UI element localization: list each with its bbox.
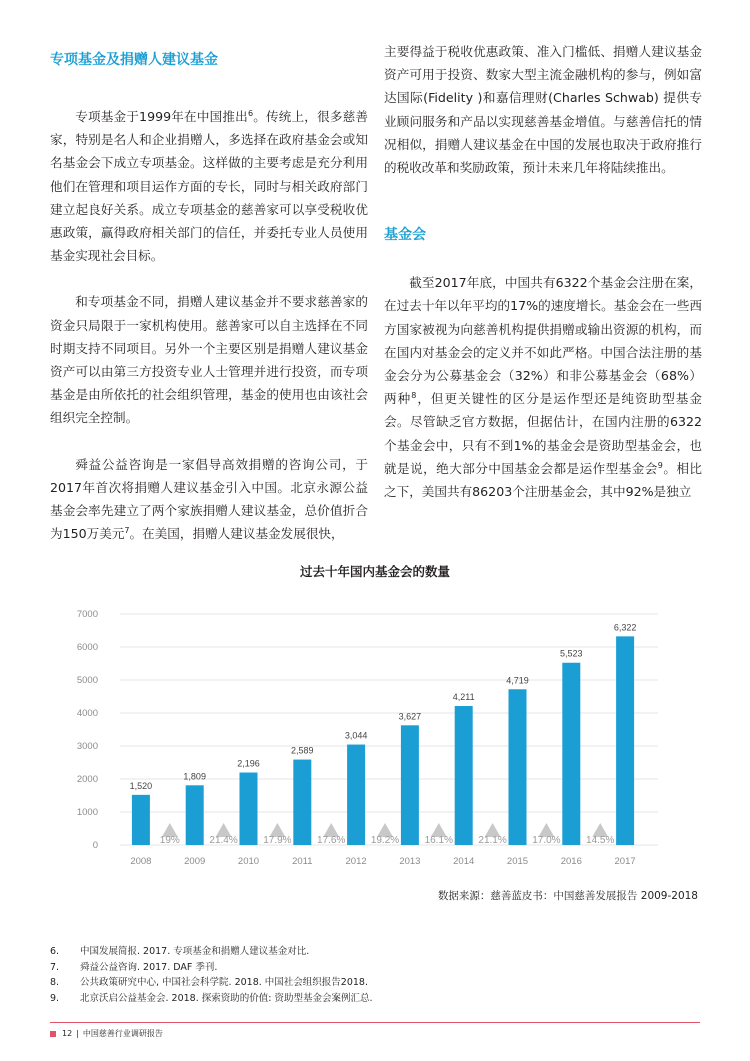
growth-rate-label: 14.5% — [586, 835, 615, 846]
bar-2017 — [616, 636, 634, 845]
footnote-text: 公共政策研究中心, 中国社会科学院. 2018. 中国社会组织报告2018. — [80, 977, 368, 988]
footnote-number: 9. — [50, 992, 60, 1004]
x-tick-label: 2013 — [399, 856, 421, 867]
paragraph-daf-us-continued: 主要得益于税收优惠政策、准入门槛低、捐赠人建议基金资产可用于投资、数家大型主流金融机构的参与，例如富达国际(Fidelity )和嘉信理财(Charles Schwab) 提供专业顾问服务和产品以实现慈善基金增值。与慈善信托的情况相似，捐赠人建议基金在中国的发展也取决于政府推行的税收改革和奖励政策，预计未来几年将陆续推出。 — [384, 44, 702, 176]
bar-2013 — [401, 725, 419, 845]
section-heading-foundations: 基金会 — [384, 227, 426, 244]
footnote-text: 北京沃启公益基金会. 2018. 探索资助的价值: 资助型基金会案例汇总. — [80, 992, 373, 1004]
bar-value-label: 2,589 — [291, 745, 314, 756]
right-column — [384, 40, 702, 503]
x-tick-label: 2010 — [237, 856, 260, 867]
y-tick-label: 2000 — [76, 774, 98, 785]
bar-value-label: 4,211 — [452, 692, 475, 703]
footnote-number: 8. — [50, 977, 60, 988]
y-tick-label: 5000 — [76, 675, 98, 686]
x-tick-label: 2017 — [614, 856, 636, 867]
paragraph-daf-difference: 和专项基金不同，捐赠人建议基金并不要求慈善家的资金只局限于一家机构使用。慈善家可以自主选择在不同时期支持不同项目。另外一个主要区别是捐赠人建议基金资产可以由第三方投资专业人士管理并进行投资，而专项基金是由所依托的社会组织管理，基金的使用也由该社会组织完全控制。 — [50, 294, 368, 426]
x-tick-label: 2012 — [345, 856, 367, 867]
report-title: 中国慈善行业调研报告 — [82, 1029, 163, 1038]
bar-value-label: 2,196 — [237, 758, 260, 769]
bar-value-label: 5,523 — [560, 648, 583, 659]
bar-2008 — [132, 795, 150, 845]
bar-value-label: 4,719 — [506, 675, 529, 686]
growth-rate-label: 19.2% — [370, 835, 400, 846]
paragraph-special-funds — [50, 105, 368, 267]
growth-rate-label: 19% — [159, 835, 180, 846]
paragraph-shunyi — [50, 453, 368, 546]
footnote-text: 舜益公益咨询. 2017. DAF 季刊. — [80, 961, 218, 973]
growth-rate-label: 17.0% — [532, 835, 561, 846]
footnote-8 — [50, 975, 373, 991]
footer-accent-square — [50, 1031, 56, 1037]
footnotes — [50, 944, 373, 1006]
bar-value-label: 1,520 — [129, 780, 153, 791]
y-tick-label: 4000 — [76, 708, 98, 719]
paragraph-text: 。传统上，很多慈善家，特别是名人和企业捐赠人，多选择在政府基金会或知名基金会下成立专项基金。这样做的主要考虑是充分利用他们在管理和项目运作方面的专长，同时与相关政府部门建立起良好关系。成立专项基金的慈善家可以享受税收优惠政策，赢得政府相关部门的信任，并委托专业人员使用基金实现社会目标。 — [50, 109, 368, 264]
footnote-ref-9: 9 — [657, 460, 663, 470]
paragraph-foundations — [384, 271, 702, 503]
y-tick-label: 6000 — [76, 642, 98, 653]
x-tick-label: 2011 — [292, 856, 313, 867]
footnote-text: 中国发展简报. 2017. 专项基金和捐赠人建议基金对比. — [80, 946, 310, 957]
bar-value-label: 3,044 — [344, 730, 368, 741]
bar-2009 — [186, 785, 204, 845]
growth-rate-label: 17.6% — [317, 835, 346, 846]
growth-rate-label: 21.1% — [478, 835, 507, 846]
bar-2010 — [240, 773, 258, 845]
bar-2015 — [509, 689, 527, 845]
footnote-9 — [50, 991, 373, 1007]
footer-separator: | — [76, 1029, 79, 1038]
bar-value-label: 3,627 — [398, 711, 422, 722]
bar-2014 — [455, 706, 473, 845]
y-tick-label: 7000 — [76, 609, 98, 620]
bar-value-label: 1,809 — [183, 771, 206, 782]
y-tick-label: 1000 — [76, 807, 98, 818]
y-tick-label: 3000 — [76, 741, 98, 752]
chart-title: 过去十年国内基金会的数量 — [299, 564, 451, 579]
paragraph-text: 。在美国，捐赠人建议基金发展很快， — [129, 526, 344, 542]
data-source: 数据来源：慈善蓝皮书：中国慈善发展报告 2009-2018 — [437, 890, 698, 902]
y-tick-label: 0 — [92, 840, 98, 851]
growth-rate-label: 21.4% — [209, 835, 238, 846]
footer-rule — [50, 1022, 700, 1023]
page-footer — [50, 1028, 163, 1039]
footnote-number: 6. — [50, 946, 60, 957]
growth-rate-label: 17.9% — [263, 835, 292, 846]
footnote-6 — [50, 944, 373, 960]
paragraph-text: ，但更关键性的区分是运作型还是纯资助型基金会。尽管缺乏官方数据，但据估计，在国内注册的6322个基金会中，只有不到1%的基金会是资助型基金会，也就是说，绝大部分中国基金会都是运作型基金会 — [384, 391, 703, 476]
page-number: 12 — [62, 1029, 73, 1038]
left-column — [50, 40, 368, 545]
paragraph-text: 截至2017年底，中国共有6322个基金会注册在案，在过去十年以年平均的17%的速度增长。基金会在一些西方国家被视为向慈善机构提供捐赠或输出资源的机构，而在国内对基金会的定义并不如此严格。中国合法注册的基金会分为公募基金会（32%）和非公募基金会（68%）两种 — [384, 275, 702, 407]
paragraph-text: 舜益公益咨询是一家倡导高效捐赠的咨询公司，于2017年首次将捐赠人建议基金引入中国。北京永源公益基金会率先建立了两个家族捐赠人建议基金，总价值折合为150万美元 — [50, 456, 368, 542]
footnote-ref-6: 6 — [247, 108, 254, 118]
x-tick-label: 2016 — [560, 856, 582, 867]
footnote-ref-7: 7 — [124, 526, 130, 536]
bar-2012 — [347, 745, 365, 845]
footnote-7 — [50, 960, 373, 976]
footnote-ref-8: 8 — [411, 391, 417, 401]
paragraph-text: 专项基金于1999年在中国推出 — [75, 109, 248, 124]
x-tick-label: 2014 — [453, 856, 475, 867]
paragraph-text: 。相比之下，美国共有86203个注册基金会，其中92%是独立 — [384, 460, 703, 500]
x-tick-label: 2009 — [184, 856, 206, 867]
footnote-number: 7. — [50, 961, 60, 973]
bar-value-label: 6,322 — [613, 622, 637, 633]
x-tick-label: 2015 — [506, 856, 529, 867]
bar-2011 — [293, 760, 311, 845]
growth-rate-label: 16.1% — [424, 835, 453, 846]
section-heading-special-funds: 专项基金及捐赠人建议基金 — [50, 52, 218, 68]
x-tick-label: 2008 — [130, 856, 152, 867]
bar-2016 — [562, 663, 580, 845]
foundation-count-chart — [50, 562, 700, 877]
